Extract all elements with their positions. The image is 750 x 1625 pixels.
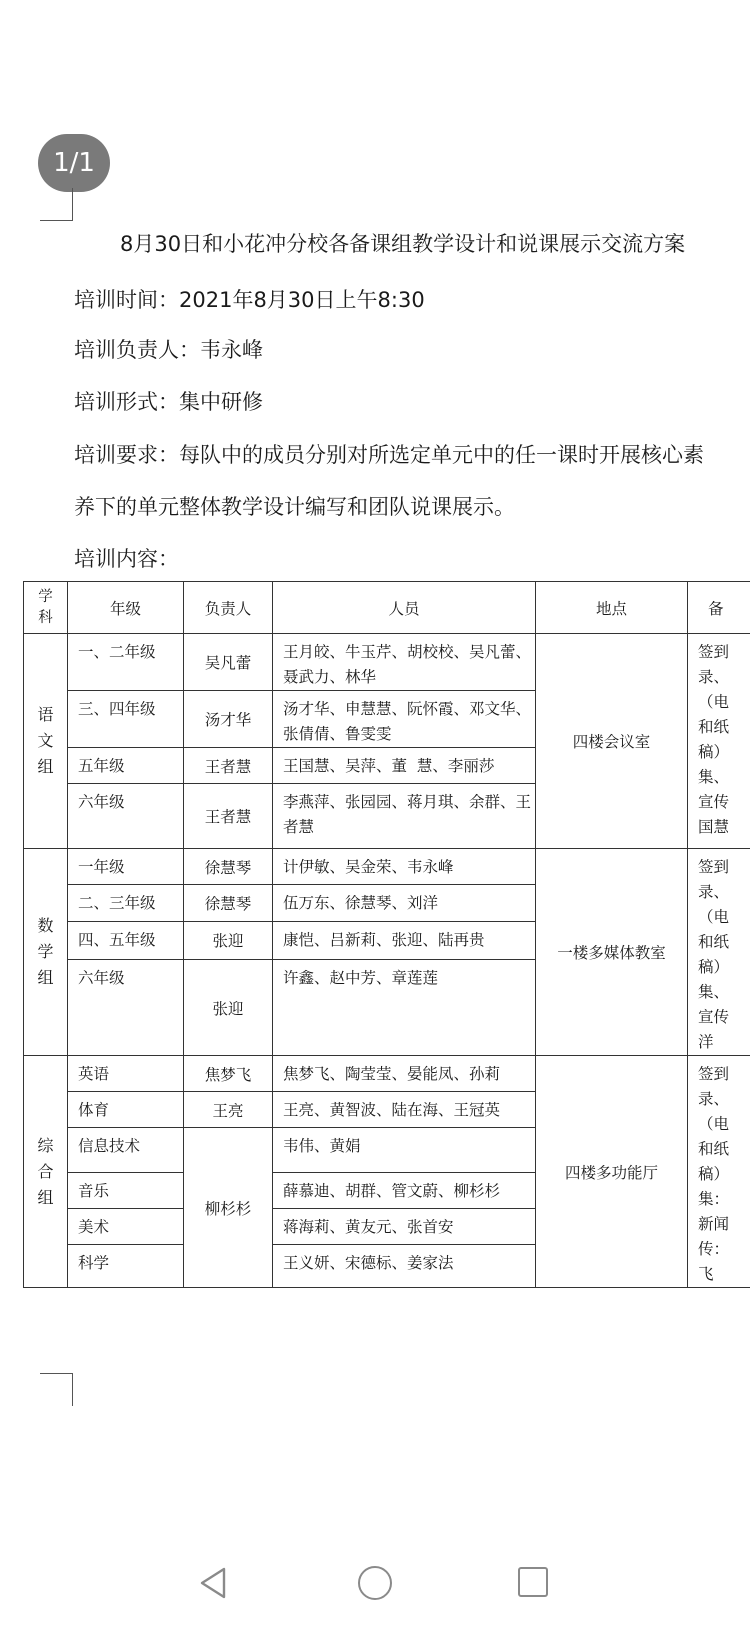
members-cell: 李燕萍、张园园、蒋月琪、余群、王者慧 <box>273 784 536 849</box>
header-grade: 年级 <box>68 582 184 634</box>
location-cell: 一楼多媒体教室 <box>536 849 688 1056</box>
members-cell: 韦伟、黄娟 <box>273 1128 536 1173</box>
document-title: 8月30日和小花冲分校各备课组教学设计和说课展示交流方案 <box>120 232 686 256</box>
members-cell: 伍万东、徐慧琴、刘洋 <box>273 885 536 921</box>
members-cell: 王月皎、牛玉芹、胡校校、吴凡蕾、聂武力、林华 <box>273 634 536 691</box>
training-time: 培训时间：2021年8月30日上午8:30 <box>74 288 425 312</box>
responsible-cell: 张迎 <box>184 960 273 1056</box>
training-schedule-table <box>23 581 750 1288</box>
members-cell: 王国慧、吴萍、董 慧、李丽莎 <box>273 748 536 784</box>
members-cell: 蒋海莉、黄友元、张首安 <box>273 1209 536 1245</box>
grade-cell: 五年级 <box>68 748 184 784</box>
responsible-cell: 徐慧琴 <box>184 849 273 885</box>
recent-apps-icon[interactable] <box>518 1567 548 1597</box>
members-cell: 王亮、黄智波、陆在海、王冠英 <box>273 1092 536 1128</box>
table-row <box>24 849 750 885</box>
responsible-cell: 吴凡蕾 <box>184 634 273 691</box>
location-cell: 四楼多功能厅 <box>536 1056 688 1288</box>
grade-cell: 四、五年级 <box>68 921 184 959</box>
note-cell: 签到 录、 （电 和纸 稿） 集： 新闻 传： 飞 <box>688 1056 750 1288</box>
responsible-cell: 王者慧 <box>184 784 273 849</box>
note-cell: 签到 录、 （电 和纸 稿） 集、 宣传 洋 <box>688 849 750 1056</box>
header-location: 地点 <box>536 582 688 634</box>
members-cell: 王义妍、宋德标、姜家法 <box>273 1245 536 1288</box>
header-responsible: 负责人 <box>184 582 273 634</box>
page-corner-mark-bottom <box>40 1373 73 1406</box>
grade-cell: 体育 <box>68 1092 184 1128</box>
note-cell: 签到 录、 （电 和纸 稿） 集、 宣传 国慧 <box>688 634 750 849</box>
responsible-cell: 张迎 <box>184 921 273 959</box>
training-content-label: 培训内容： <box>74 547 179 571</box>
header-members: 人员 <box>273 582 536 634</box>
responsible-cell: 徐慧琴 <box>184 885 273 921</box>
training-form: 培训形式：集中研修 <box>74 390 263 414</box>
grade-cell: 二、三年级 <box>68 885 184 921</box>
grade-cell: 三、四年级 <box>68 691 184 748</box>
responsible-cell: 焦梦飞 <box>184 1056 273 1092</box>
table-row <box>24 634 750 691</box>
responsible-cell: 汤才华 <box>184 691 273 748</box>
grade-cell: 六年级 <box>68 960 184 1056</box>
header-note: 备 <box>688 582 750 634</box>
responsible-cell: 王亮 <box>184 1092 273 1128</box>
grade-cell: 英语 <box>68 1056 184 1092</box>
grade-cell: 音乐 <box>68 1173 184 1209</box>
training-requirement-line-1: 培训要求：每队中的成员分别对所选定单元中的任一课时开展核心素 <box>74 443 704 467</box>
home-icon[interactable] <box>358 1566 392 1600</box>
members-cell: 许鑫、赵中芳、章莲莲 <box>273 960 536 1056</box>
subject-cell: 语文组 <box>24 634 68 849</box>
members-cell: 康恺、吕新莉、张迎、陆再贵 <box>273 921 536 959</box>
grade-cell: 六年级 <box>68 784 184 849</box>
header-subject: 学科 <box>24 582 68 634</box>
grade-cell: 科学 <box>68 1245 184 1288</box>
training-leader: 培训负责人：韦永峰 <box>74 338 263 362</box>
back-icon[interactable] <box>196 1565 232 1601</box>
grade-cell: 美术 <box>68 1209 184 1245</box>
subject-cell: 数学组 <box>24 849 68 1056</box>
system-navigation-bar <box>0 1545 750 1625</box>
page-indicator: 1/1 <box>38 134 110 192</box>
table-row <box>24 1056 750 1092</box>
members-cell: 汤才华、申慧慧、阮怀霞、邓文华、张倩倩、鲁雯雯 <box>273 691 536 748</box>
members-cell: 薛慕迪、胡群、管文蔚、柳杉杉 <box>273 1173 536 1209</box>
grade-cell: 一年级 <box>68 849 184 885</box>
members-cell: 焦梦飞、陶莹莹、晏能凤、孙莉 <box>273 1056 536 1092</box>
location-cell: 四楼会议室 <box>536 634 688 849</box>
table-header-row <box>24 582 750 634</box>
training-requirement-line-2: 养下的单元整体教学设计编写和团队说课展示。 <box>74 495 515 519</box>
subject-cell: 综合组 <box>24 1056 68 1288</box>
grade-cell: 信息技术 <box>68 1128 184 1173</box>
responsible-cell: 柳杉杉 <box>184 1128 273 1288</box>
responsible-cell: 王者慧 <box>184 748 273 784</box>
grade-cell: 一、二年级 <box>68 634 184 691</box>
members-cell: 计伊敏、吴金荣、韦永峰 <box>273 849 536 885</box>
page-corner-mark-top <box>40 188 73 221</box>
